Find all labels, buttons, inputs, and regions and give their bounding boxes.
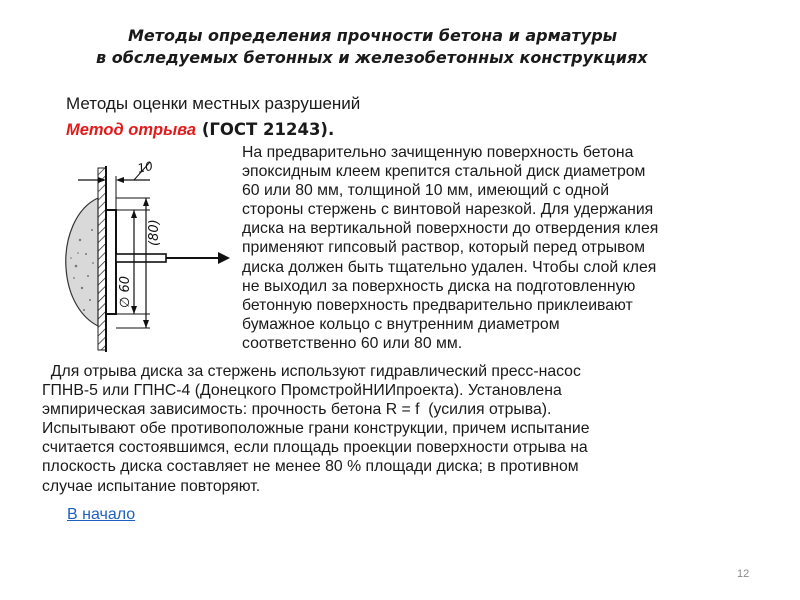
threaded-rod	[116, 254, 166, 262]
text-line: диска должен быть тщательно удален. Чтобы слой клея	[242, 258, 657, 276]
test-procedure-text	[42, 362, 782, 496]
section-heading: Методы оценки местных разрушений	[66, 94, 361, 113]
diameter-dimensions	[116, 198, 162, 328]
text-line: применяют гипсовый раствор, который перед отрывом	[242, 239, 646, 257]
text-line: плоскость диска составляет не менее 80 % площади диска; в противном	[42, 458, 579, 476]
text-line: стороны стержень с винтовой нарезкой. Для удержания	[242, 201, 654, 219]
back-to-start-link[interactable]: В начало	[67, 506, 136, 523]
method-standard: (ГОСТ 21243).	[196, 120, 335, 139]
method-title	[66, 120, 334, 140]
concrete-surface	[66, 198, 98, 326]
thickness-dimension	[78, 159, 154, 210]
text-line: Испытывают обе противоположные грани конструкции, причем испытание	[42, 420, 590, 438]
text-line: эмпирическая зависимость: прочность бетона R = f (усилия отрыва).	[42, 401, 552, 419]
page-number: 12	[737, 568, 750, 580]
steel-disc	[106, 210, 116, 314]
diameter-60-label: ∅ 60	[118, 276, 133, 308]
wall-hatching	[98, 168, 106, 350]
text-line: ГПНВ-5 или ГПНС-4 (Донецкого ПромстройНИИпроекта). Установлена	[42, 382, 562, 400]
text-line: считается состоявшимся, если площадь проекции поверхности отрыва на	[42, 439, 588, 457]
text-line: не выходил за поверхность диска на подготовленную	[242, 277, 636, 295]
text-line: диска на вертикальной поверхности до отвердения клея	[242, 220, 659, 238]
text-line: Для отрыва диска за стержень используют гидравлический пресс-насос	[42, 363, 581, 380]
text-line: соответственно 60 или 80 мм.	[242, 334, 463, 352]
page-subtitle: в обследуемых бетонных и железобетонных конструкциях	[96, 48, 648, 67]
text-line: бумажное кольцо с внутренним диаметром	[242, 315, 560, 333]
text-line: эпоксидным клеем крепится стальной диск диаметром	[242, 163, 646, 181]
pull-off-test-diagram	[38, 158, 238, 358]
text-line: На предварительно зачищенную поверхность бетона	[242, 144, 634, 161]
pull-force-arrow	[166, 252, 230, 264]
text-line: бетонную поверхность предварительно приклеивают	[242, 296, 633, 314]
text-line: 60 или 80 мм, толщиной 10 мм, имеющий с одной	[242, 182, 610, 200]
method-name: Метод отрыва	[66, 121, 197, 139]
text-line: случае испытание повторяют.	[42, 477, 261, 495]
diameter-80-label: (80)	[147, 219, 162, 246]
page-title: Методы определения прочности бетона и арматуры	[128, 26, 618, 45]
thickness-label: 10	[136, 158, 155, 176]
method-description	[242, 143, 782, 353]
